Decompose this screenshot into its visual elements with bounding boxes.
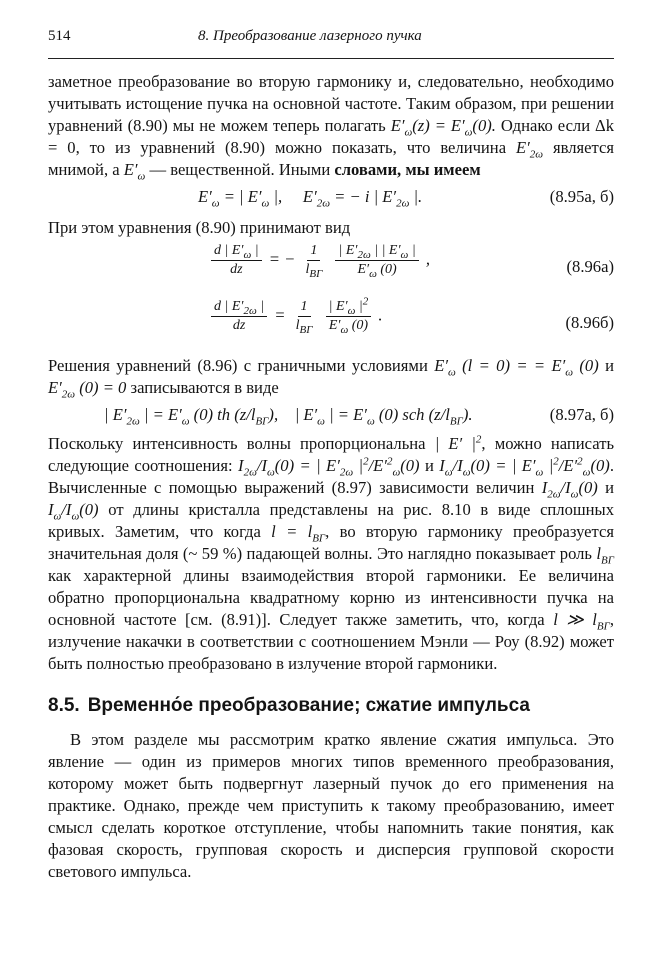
equation-body: $\frac{d | E'_\omega |}{dz}$ = − $\frac{1}{l_{ВГ}}$ $\frac{| E'_{2\omega} | | E'_\omega |}{E'_\omega (0)}$ , [208, 243, 430, 278]
text-span: и [419, 456, 440, 475]
section-title: Временно́е преобразование; сжатие импульса [87, 695, 530, 716]
text-span: Однако если Δk = 0, то из уравнений (8.90) можно показать, что величина [48, 116, 615, 157]
text-span: , можно написать следующие соотношения: [48, 434, 615, 475]
formula-inline: $I_{2\omega}/I_\omega(0)$ = | $E'_{2\omega}$ $|^2/E'^2_\omega(0)$ [238, 455, 420, 479]
text-span: , во вторую гармонику преобразуется значительная доля (~ 59 %) падающей волны. Это наглядно показывает роль [48, 522, 614, 563]
equation-number: (8.97а, б) [549, 405, 614, 424]
equation-8-96a [48, 239, 614, 297]
formula-inline: $E'_{2\omega}$ (0) = 0 [48, 378, 127, 401]
text-span: , излучение накачки в соответствии с соотношением Мэнли — Роу (8.92) может быть полностью преобразовано в излучение второй гармоники. [48, 610, 615, 673]
equation-number: (8.95а, б) [549, 187, 614, 206]
equation-body: $\frac{d | E'_{2\omega} |}{dz}$ = $\frac{1}{l_{ВГ}}$ $\frac{| E'_\omega |^2}{E'_\omega (0)}$ . [208, 299, 383, 334]
formula-inline: $E'_\omega$ [123, 160, 146, 183]
equation-number: (8.96б) [565, 313, 614, 332]
text-span: от длины кристалла представлены на рис. 8.10 в виде сплошных кривых. Заметим, что когда [48, 500, 614, 541]
formula-inline: | E′ $|^2$ [434, 433, 482, 453]
equation-number: (8.96а) [566, 257, 614, 276]
text-span: записываются в виде [126, 378, 279, 397]
page-number: 514 [48, 28, 71, 44]
text-span: Поскольку интенсивность волны пропорциональна [48, 434, 435, 453]
section-number: 8.5. [48, 695, 80, 716]
text-span: . Вычисленные с помощью выражений (8.97) зависимости величин [48, 456, 614, 497]
formula-inline: $E'_\omega(z) = E'_\omega(0)$. [390, 116, 496, 139]
formula-inline: $l = l_{ВГ}$ [271, 522, 326, 545]
equation-8-97 [48, 399, 614, 433]
formula-inline: l ≫ $l_{ВГ}$ [553, 610, 610, 633]
equation-8-96b [48, 297, 614, 355]
text-span: Решения уравнений (8.96) с граничными условиями [48, 356, 435, 375]
equation-body: | $E'_{2\omega}$ | = $E'_\omega$ (0) th $(z/l_{ВГ})$, | $E'_\omega$ | = $E'_\omega$ (0) sch $(z/l_{ВГ})$. [104, 405, 473, 428]
formula-inline: $l_{ВГ}$ [596, 544, 614, 567]
text-span: заметное преобразование во вторую гармонику и, следовательно, необходимо учитывать истощение пучка на основной частоте. Таким образом, при решении уравнений (8.90) мы не можем теперь полагать [48, 72, 614, 135]
running-title: 8. Преобразование лазерного пучка [198, 28, 422, 44]
formula-inline: $I_\omega/I_\omega(0)$ [48, 500, 99, 523]
formula-inline: $I_{2\omega}/I_\omega(0)$ [541, 478, 598, 501]
text-span: как характерной длины взаимодействия второй гармоники. Ее величина обратно пропорциональна квадратному корню из интенсивности пучка на основной частоте [см. (8.91)]. Следует также заметить, что, когда [48, 566, 614, 629]
equation-8-95 [48, 181, 614, 215]
formula-inline: $E'_{2\omega}$ [516, 138, 544, 161]
text-span: и [598, 356, 615, 375]
formula-inline: $E'_\omega$ (l = 0) = = $E'_\omega$ (0) [434, 356, 599, 379]
equation-body: $E'_\omega$ = | $E'_\omega$ |, $E'_{2\omega}$ = − i | $E'_{2\omega}$ |. [198, 187, 423, 210]
header-rule [48, 58, 614, 59]
paragraph-equations-intro: При этом уравнения (8.90) принимают вид [48, 218, 351, 237]
section-heading [48, 695, 614, 717]
text-span: — вещественной. Иными [145, 160, 335, 179]
text-span: и [597, 478, 614, 497]
paragraph-intensity [48, 433, 614, 675]
formula-inline: $I_\omega/I_\omega(0)$ = | $E'_\omega$ $|^2/E'^2_\omega(0)$ [439, 455, 610, 479]
text-span: является мнимой, а [48, 138, 614, 179]
page-header [48, 28, 614, 52]
paragraph-pulse-compression: В этом разделе мы рассмотрим кратко явление сжатия импульса. Это явление — один из примеров многих типов временного преобразования, которому может быть подвергнут лазерный пучок до его применения на практике. Однако, прежде чем приступить к такому преобразованию, имеет смысл сделать короткое отступление, чтобы напомнить такие понятия, как фазовая скорость, групповая скорость и дисперсия групповой скорости светового импульса. [48, 730, 614, 881]
text-span-bold: словами, мы имеем [334, 160, 481, 179]
paragraph-boundary-conditions [48, 355, 614, 399]
paragraph-depletion [48, 71, 614, 181]
